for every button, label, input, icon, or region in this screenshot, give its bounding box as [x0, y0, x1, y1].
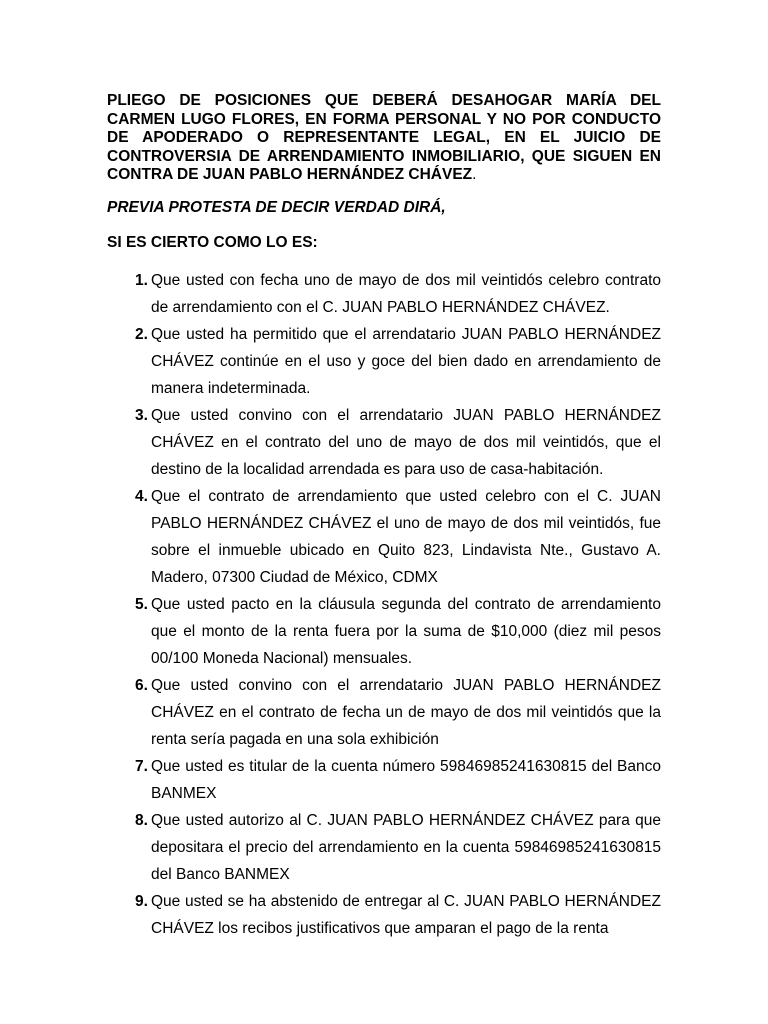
- position-item: [107, 267, 661, 321]
- position-item: [107, 888, 661, 942]
- position-item: [107, 753, 661, 807]
- heading-period: .: [472, 166, 477, 183]
- heading-text: PLIEGO DE POSICIONES QUE DEBERÁ DESAHOGAR MARÍA DEL CARMEN LUGO FLORES, EN FORMA PERSONAL Y NO POR CONDUCTO DE APODERADO O REPRESENTANTE LEGAL, EN EL JUICIO DE CONTROVERSIA DE ARRENDAMIENTO INMOBILIARIO, QUE SIGUEN EN CONTRA DE JUAN PABLO HERNÁNDEZ CHÁVEZ: [107, 92, 661, 183]
- position-item: [107, 672, 661, 753]
- document-heading: [107, 92, 661, 185]
- position-item: [107, 402, 661, 483]
- protesta-line: PREVIA PROTESTA DE DECIR VERDAD DIRÁ,: [107, 198, 446, 216]
- si-es-cierto-line: SI ES CIERTO COMO LO ES:: [107, 234, 318, 251]
- position-number: 9.: [135, 892, 148, 910]
- position-text: Que usted con fecha uno de mayo de dos mil veintidós celebro contrato de arrendamiento con el C. JUAN PABLO HERNÁNDEZ CHÁVEZ.: [151, 271, 661, 316]
- position-number: 8.: [135, 811, 148, 829]
- positions-list: [107, 267, 661, 942]
- position-number: 6.: [135, 676, 148, 694]
- position-number: 7.: [135, 757, 148, 775]
- position-number: 4.: [135, 487, 148, 505]
- position-number: 2.: [135, 325, 148, 343]
- position-text: Que usted pacto en la cláusula segunda del contrato de arrendamiento que el monto de la renta fuera por la suma de $10,000 (diez mil pesos 00/100 Moneda Nacional) mensuales.: [151, 595, 661, 667]
- position-text: Que usted convino con el arrendatario JUAN PABLO HERNÁNDEZ CHÁVEZ en el contrato de fecha un de mayo de dos mil veintidós que la renta sería pagada en una sola exhibición: [151, 676, 661, 748]
- position-number: 3.: [135, 406, 148, 424]
- position-text: Que usted es titular de la cuenta número 59846985241630815 del Banco BANMEX: [151, 757, 661, 802]
- position-item: [107, 591, 661, 672]
- position-text: Que usted ha permitido que el arrendatario JUAN PABLO HERNÁNDEZ CHÁVEZ continúe en el uso y goce del bien dado en arrendamiento de manera indeterminada.: [151, 325, 661, 397]
- position-text: Que usted convino con el arrendatario JUAN PABLO HERNÁNDEZ CHÁVEZ en el contrato del uno de mayo de dos mil veintidós, que el destino de la localidad arrendada es para uso de casa-habitación.: [151, 406, 661, 478]
- position-item: [107, 807, 661, 888]
- position-item: [107, 321, 661, 402]
- document-page: [107, 92, 661, 942]
- position-number: 1.: [135, 271, 148, 289]
- position-text: Que usted se ha abstenido de entregar al C. JUAN PABLO HERNÁNDEZ CHÁVEZ los recibos justificativos que amparan el pago de la renta: [151, 892, 661, 937]
- position-text: Que el contrato de arrendamiento que usted celebro con el C. JUAN PABLO HERNÁNDEZ CHÁVEZ el uno de mayo de dos mil veintidós, fue sobre el inmueble ubicado en Quito 823, Lindavista Nte., Gustavo A. Madero, 07300 Ciudad de México, CDMX: [151, 487, 661, 586]
- position-item: [107, 483, 661, 591]
- position-text: Que usted autorizo al C. JUAN PABLO HERNÁNDEZ CHÁVEZ para que depositara el precio del arrendamiento en la cuenta 59846985241630815 del Banco BANMEX: [151, 811, 661, 883]
- position-number: 5.: [135, 595, 148, 613]
